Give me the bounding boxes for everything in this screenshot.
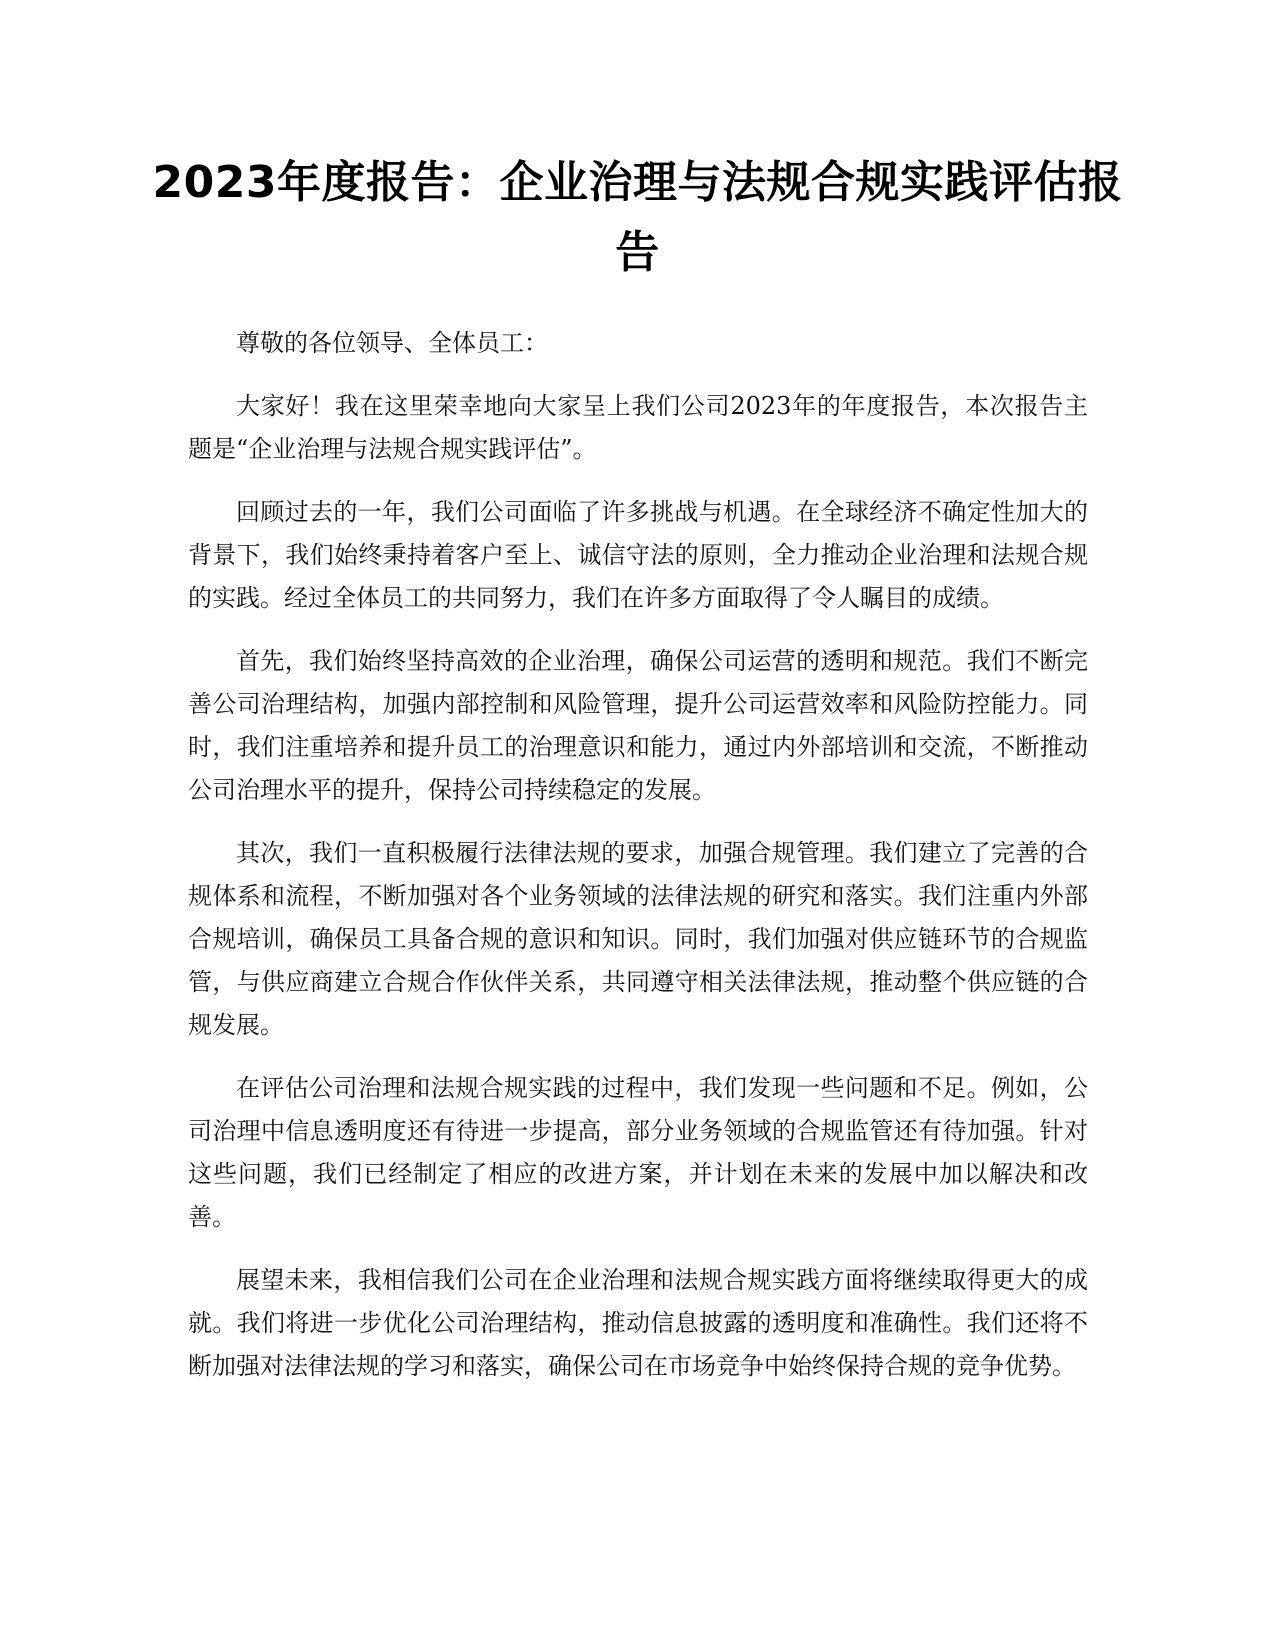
salutation: 尊敬的各位领导、全体员工： [236, 329, 548, 357]
paragraph-compliance: 其次，我们一直积极履行法律法规的要求，加强合规管理。我们建立了完善的合规体系和流程，不断加强对各个业务领域的法律法规的研究和落实。我们注重内外部合规培训，确保员工具备合规的意识和知识。同时，我们加强对供应链环节的合规监管，与供应商建立合规合作伙伴关系，共同遵守相关法律法规，推动整个供应链的合规发展。 [188, 839, 1088, 1039]
paragraph-review: 回顾过去的一年，我们公司面临了许多挑战与机遇。在全球经济不确定性加大的背景下，我们始终秉持着客户至上、诚信守法的原则，全力推动企业治理和法规合规的实践。经过全体员工的共同努力，我们在许多方面取得了令人瞩目的成绩。 [188, 498, 1088, 612]
document-title: 2023年度报告：企业治理与法规合规实践评估报告 [152, 157, 1123, 278]
paragraph-greeting: 大家好！我在这里荣幸地向大家呈上我们公司2023年的年度报告，本次报告主题是“企业治理与法规合规实践评估”。 [188, 392, 1088, 463]
paragraph-governance: 首先，我们始终坚持高效的企业治理，确保公司运营的透明和规范。我们不断完善公司治理结构，加强内部控制和风险管理，提升公司运营效率和风险防控能力。同时，我们注重培养和提升员工的治理意识和能力，通过内外部培训和交流，不断推动公司治理水平的提升，保持公司持续稳定的发展。 [188, 647, 1088, 804]
paragraph-outlook: 展望未来，我相信我们公司在企业治理和法规合规实践方面将继续取得更大的成就。我们将进一步优化公司治理结构，推动信息披露的透明度和准确性。我们还将不断加强对法律法规的学习和落实，确保公司在市场竞争中始终保持合规的竞争优势。 [188, 1266, 1088, 1380]
paragraph-issues: 在评估公司治理和法规合规实践的过程中，我们发现一些问题和不足。例如，公司治理中信息透明度还有待进一步提高，部分业务领域的合规监管还有待加强。针对这些问题，我们已经制定了相应的改进方案，并计划在未来的发展中加以解决和改善。 [188, 1074, 1088, 1231]
document-body [188, 322, 1088, 1408]
